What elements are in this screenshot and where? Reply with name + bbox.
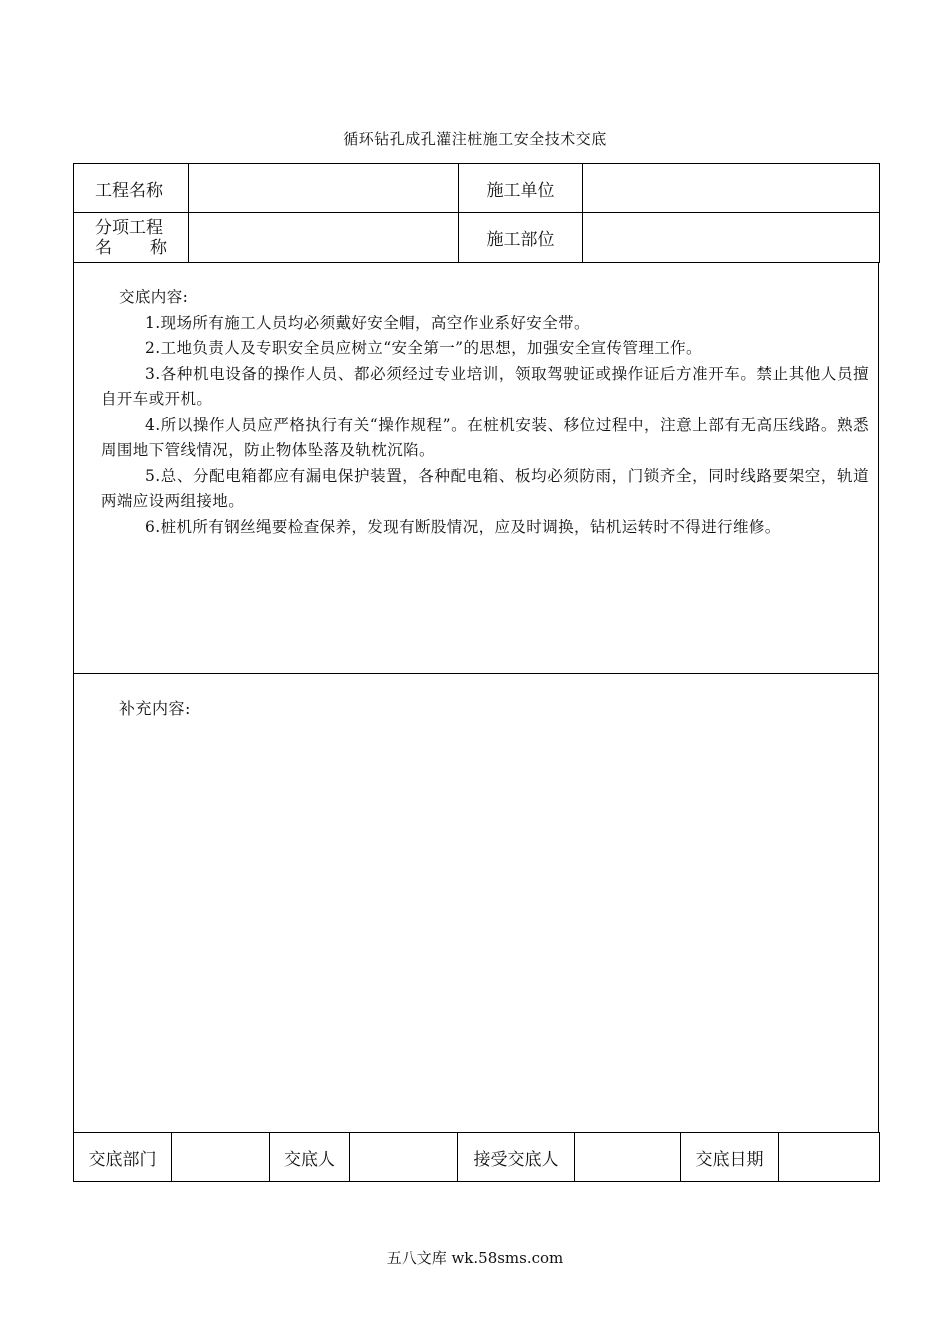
receiver-value[interactable]	[575, 1133, 681, 1182]
dept-label: 交底部门	[74, 1133, 172, 1182]
content-item: 5.总、分配电箱都应有漏电保护装置，各种配电箱、板均必须防雨，门锁齐全，同时线路要架空，轨道两端应设两组接地。	[101, 466, 869, 510]
content-section	[73, 263, 879, 674]
sign-row	[74, 1133, 880, 1182]
construction-part-value[interactable]	[583, 213, 880, 263]
sub-project-label-line1: 分项工程	[95, 217, 163, 238]
sub-project-label	[74, 213, 189, 263]
project-name-label: 工程名称	[74, 164, 189, 213]
receiver-label: 接受交底人	[458, 1133, 575, 1182]
header-row-1	[74, 164, 880, 213]
construction-unit-label: 施工单位	[459, 164, 583, 213]
construction-part-label: 施工部位	[459, 213, 583, 263]
content-item: 6.桩机所有钢丝绳要检查保养，发现有断股情况，应及时调换，钻机运转时不得进行维修。	[145, 517, 781, 536]
date-value[interactable]	[779, 1133, 880, 1182]
sub-project-label-line2: 名 称	[95, 237, 167, 258]
sign-table	[73, 1132, 880, 1182]
construction-unit-value[interactable]	[583, 164, 880, 213]
content-item: 2.工地负责人及专职安全员应树立“安全第一”的思想，加强安全宣传管理工作。	[145, 339, 702, 357]
supplement-heading: 补充内容:	[119, 699, 191, 718]
footer-watermark: 五八文库 wk.58sms.com	[386, 1249, 564, 1267]
person-value[interactable]	[350, 1133, 458, 1182]
content-item: 1.现场所有施工人员均必须戴好安全帽，高空作业系好安全带。	[145, 313, 590, 332]
sub-project-value[interactable]	[189, 213, 459, 263]
supplement-section[interactable]	[73, 674, 879, 1133]
content-item: 3.各种机电设备的操作人员、都必须经过专业培训，领取驾驶证或操作证后方准开车。禁止其他人员擅自开车或开机。	[101, 364, 869, 408]
document-title: 循环钻孔成孔灌注桩施工安全技术交底	[343, 130, 607, 148]
dept-value[interactable]	[172, 1133, 270, 1182]
date-label: 交底日期	[681, 1133, 779, 1182]
person-label: 交底人	[270, 1133, 350, 1182]
content-body	[101, 285, 869, 540]
content-heading: 交底内容:	[119, 288, 189, 306]
header-row-2	[74, 213, 880, 263]
header-table	[73, 163, 880, 263]
project-name-value[interactable]	[189, 164, 459, 213]
content-item: 4.所以操作人员应严格执行有关“操作规程”。在桩机安装、移位过程中，注意上部有无高压线路。熟悉周围地下管线情况，防止物体坠落及轨枕沉陷。	[101, 415, 869, 459]
